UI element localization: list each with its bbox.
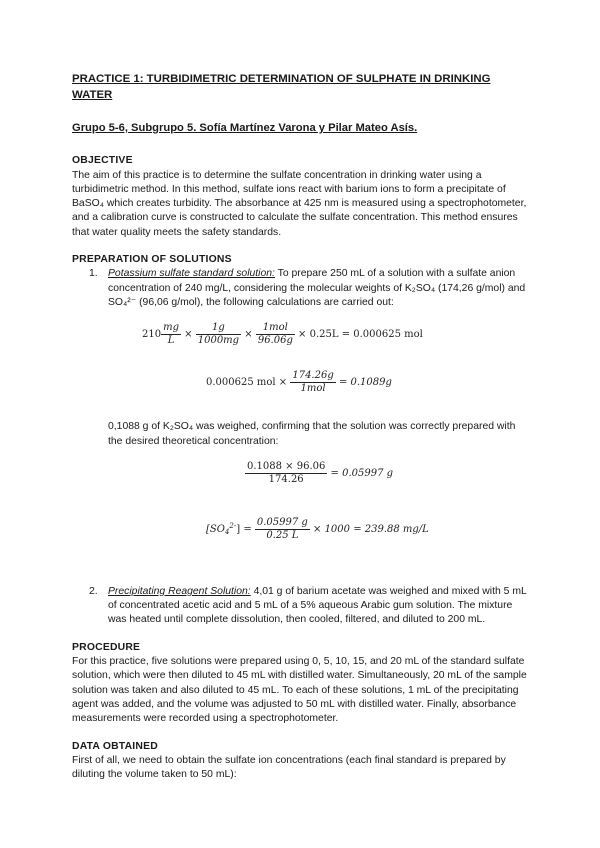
document-title: PRACTICE 1: TURBIDIMETRIC DETERMINATION OF SULPHATE IN DRINKING WATER	[72, 73, 491, 101]
item1-after-equations: 0,1088 g of K₂SO₄ was weighed, confirming that the solution was correctly prepared with the desired theoretical concentration:	[108, 421, 516, 447]
item2-label: Precipitating Reagent Solution:	[108, 585, 251, 597]
procedure-heading: PROCEDURE	[72, 641, 141, 653]
authors-line: Grupo 5-6, Subgrupo 5. Sofía Martínez Varona y Pilar Mateo Asís.	[72, 122, 418, 134]
equation-group-2	[108, 449, 532, 579]
item1-paragraph	[108, 267, 532, 310]
document-page	[72, 72, 532, 782]
procedure-text: For this practice, five solutions were prepared using 0, 5, 10, 15, and 20 mL of the standard sulfate solution, which were then diluted to 45 mL with distilled water. Simultaneously, 20 mL of the sample solution was taken and also diluted to 45 mL. To each of these solutions, 1 mL of the precipitating agent was added, and the volume was adjusted to 50 mL with distilled water. Finally, absorbance measurements were recorded using a spectrophotometer.	[72, 656, 527, 725]
equation-3: $\frac{0.1088 \times 96.06}{174.26}$ = 0.05997 g	[247, 460, 394, 485]
data-obtained-heading: DATA OBTAINED	[72, 740, 158, 752]
equation-2: 0.000625 mol × $\frac{174.26g}{\text{1mol}}$ = 0.1089g	[206, 370, 392, 395]
list-number: 1.	[89, 268, 98, 280]
objective-heading: OBJECTIVE	[72, 155, 133, 167]
objective-text: The aim of this practice is to determine the sulfate concentration in drinking water using a turbidimetric method. In this method, sulfate ions react with barium ions to form a precipitate of BaSO₄ which creates turbidity. The absorbance at 425 nm is measured using a spectrophotometer, and a calibration curve is constructed to calculate the sulfate concentration. This method ensures that water quality meets the safety standards.	[72, 169, 527, 238]
item1-label: Potassium sulfate standard solution:	[108, 268, 275, 280]
item1-text: To prepare 250 mL of a solution with a sulfate anion concentration of 240 mg/L, considering the molecular weights of K₂SO₄ (174,26 g/mol) and SO₄²⁻ (96,06 g/mol), the following calculations are carried out:	[108, 268, 526, 308]
item2-paragraph	[108, 585, 532, 628]
equation-group-1	[108, 310, 532, 420]
list-item-2	[72, 585, 532, 628]
item2-text: 4,01 g of barium acetate was weighed and mixed with 5 mL of concentrated acetic acid and 5 mL of a 5% aqueous Arabic gum solution. The mixture was heated until complete dissolution, then cooled, filtered, and diluted to 200 mL.	[108, 585, 527, 626]
equation-4: $[SO_4^{2-}]$ = $\frac{0.05997 g}{0.25 L}$ × 1000 = 239.88 mg/L	[206, 516, 429, 541]
list-number: 2.	[89, 585, 98, 597]
preparation-heading: PREPARATION OF SOLUTIONS	[72, 254, 232, 266]
list-item-1	[72, 267, 532, 578]
equation-1: 210 $\frac{mg}{L}$ × $\frac{1g}{1000mg}$ × $\frac{\text{1mol}}{96.06g}$ × 0.25L = 0.000625 mol	[142, 322, 423, 347]
data-obtained-text: First of all, we need to obtain the sulfate ion concentrations (each final standard is prepared by diluting the volume taken to 50 mL):	[72, 754, 506, 781]
